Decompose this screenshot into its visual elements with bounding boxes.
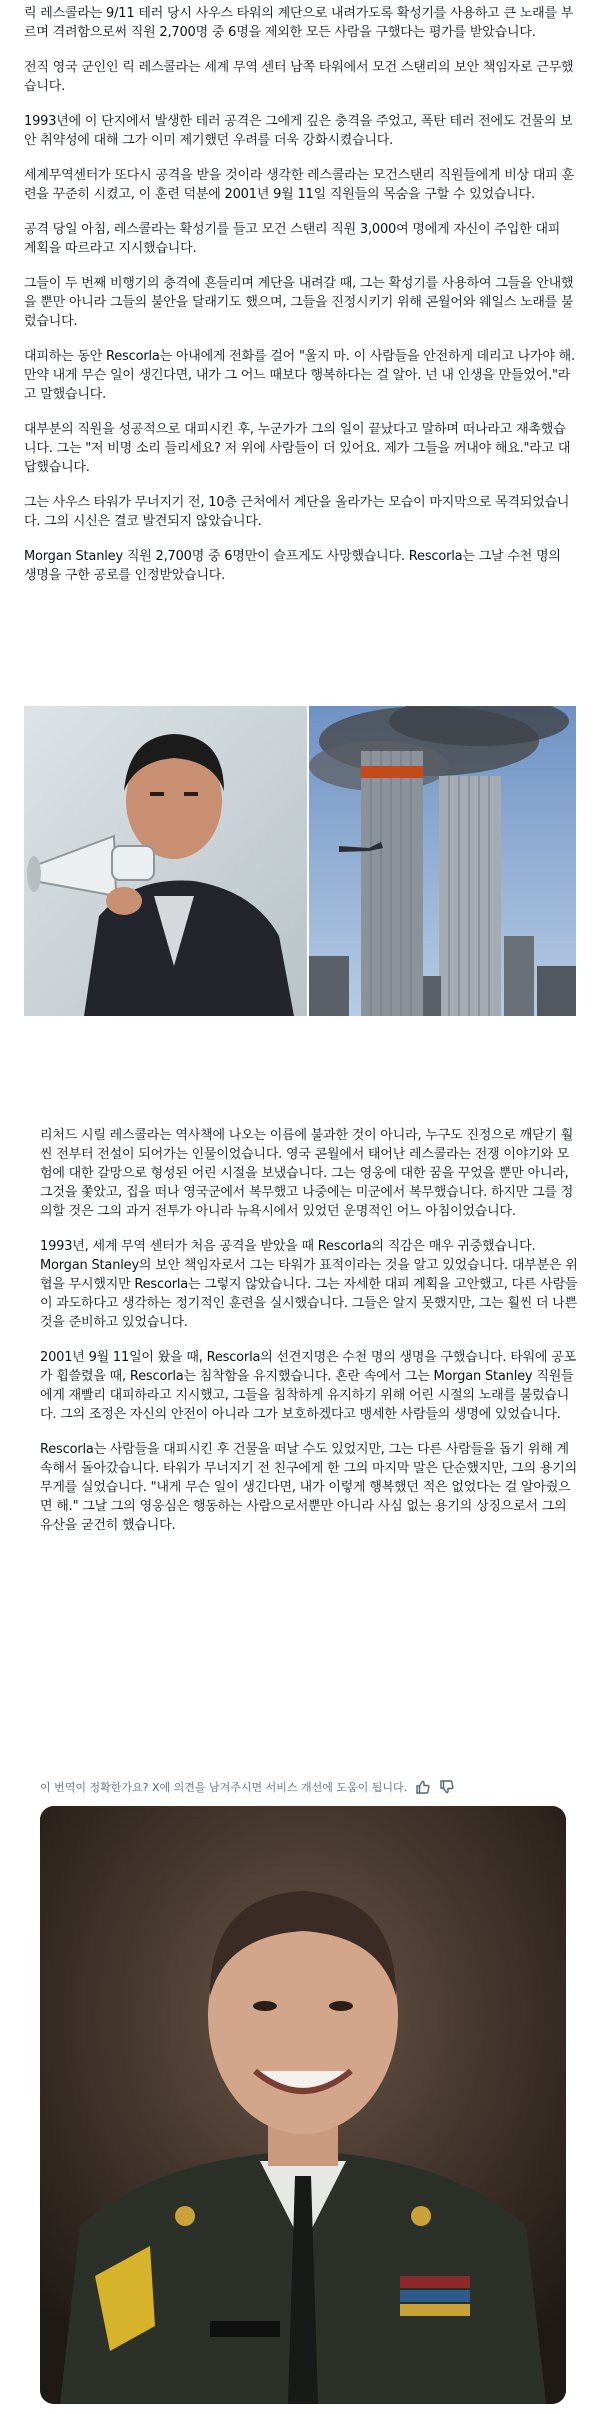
top-paragraph: 전직 영국 군인인 릭 레스콜라는 세계 무역 센터 남쪽 타워에서 모건 스탠리의 보안 책임자로 근무했습니다. xyxy=(24,60,574,94)
megaphone-man-photo[interactable] xyxy=(24,706,307,1016)
officer-portrait-photo[interactable] xyxy=(40,1806,566,2404)
bottom-paragraph: 1993년, 세계 무역 센터가 처음 공격을 받았을 때 Rescorla의 직감은 매우 귀중했습니다. Morgan Stanley의 보안 책임자로서 그는 타워가 표적이라는 것을 알고 있었습니다. 대부분은 위협을 무시했지만 Rescorla는 그렇지 않았습니다. 그는 자세한 대피 계획을 고안했고, 다른 사람들이 과도하다고 생각하는 정기적인 훈련을 실시했습니다. 그들은 알지 못했지만, 그는 훨씬 더 나쁜 것을 준비하고 있었습니다. xyxy=(40,1239,578,1330)
bottom-paragraph: 리처드 시릴 레스콜라는 역사책에 나오는 이름에 불과한 것이 아니라, 누구도 진정으로 깨닫기 훨씬 전부터 전설이 되어가는 인물이었습니다. 영국 콘월에서 태어난 레스콜라는 전쟁 이야기와 모험에 대한 갈망으로 형성된 어린 시절을 보냈습니다. 그는 영웅에 대한 꿈을 꾸었을 뿐만 아니라, 그것을 쫓았고, 집을 떠나 영국군에서 복무했고 나중에는 미군에서 복무했습니다. 하지만 그를 정의할 것은 그의 과거 전투가 아니라 뉴욕시에서 있었던 운명적인 어느 아침이었습니다. xyxy=(40,1128,574,1219)
article-bottom xyxy=(40,1126,578,1551)
top-paragraph: Morgan Stanley 직원 2,700명 중 6명만이 슬프게도 사망했습니다. Rescorla는 그날 수천 명의 생명을 구한 공로를 인정받았습니다. xyxy=(24,549,561,583)
top-paragraph: 릭 레스콜라는 9/11 테러 당시 사우스 타워의 계단으로 내려가도록 확성기를 사용하고 큰 노래를 부르며 격려함으로써 직원 2,700명 중 6명을 제외한 모든 사람을 구했다는 평가를 받았습니다. xyxy=(24,6,574,40)
thumbs-down-icon[interactable] xyxy=(439,1779,455,1795)
top-paragraph: 그들이 두 번째 비행기의 충격에 흔들리며 계단을 내려갈 때, 그는 확성기를 사용하여 그들을 안내했을 뿐만 아니라 그들의 불안을 달래기도 했으며, 그들을 진정시키기 위해 콘월어와 웨일스 노래를 불렀습니다. xyxy=(24,276,574,329)
translation-feedback xyxy=(40,1777,455,1797)
thumbs-up-icon[interactable] xyxy=(415,1779,431,1795)
photo-row xyxy=(24,706,576,1016)
top-paragraph: 대부분의 직원을 성공적으로 대피시킨 후, 누군가가 그의 일이 끝났다고 말하며 떠나라고 재촉했습니다. 그는 "저 비명 소리 들리세요? 저 위에 사람들이 더 있어요. 제가 그들을 꺼내야 해요."라고 대답했습니다. xyxy=(24,422,571,475)
top-paragraph: 1993년에 이 단지에서 발생한 테러 공격은 그에게 깊은 충격을 주었고, 폭탄 테러 전에도 건물의 보안 취약성에 대해 그가 이미 제기했던 우려를 더욱 강화시켰습니다. xyxy=(24,114,573,148)
top-paragraph: 세계무역센터가 또다시 공격을 받을 것이라 생각한 레스콜라는 모건스탠리 직원들에게 비상 대피 훈련을 꾸준히 시켰고, 이 훈련 덕분에 2001년 9월 11일 직원들의 목숨을 구할 수 있었습니다. xyxy=(24,168,574,202)
bottom-paragraph: Rescorla는 사람들을 대피시킨 후 건물을 떠날 수도 있었지만, 그는 다른 사람들을 돕기 위해 계속해서 돌아갔습니다. 타워가 무너지기 전 친구에게 한 그의 마지막 말은 단순했지만, 그의 용기의 무게를 실었습니다. "내게 무슨 일이 생긴다면, 내가 이렇게 행복했던 적은 없었다는 걸 알아줬으면 해." 그날 그의 영웅심은 행동하는 사람으로서뿐만 아니라 사심 없는 용기의 상징으로서 그의 유산을 굳건히 했습니다. xyxy=(40,1442,578,1533)
top-paragraph: 대피하는 동안 Rescorla는 아내에게 전화를 걸어 "울지 마. 이 사람들을 안전하게 데리고 나가야 해. 만약 내게 무슨 일이 생긴다면, 내가 그 어느 때보다 행복하다는 걸 알아. 넌 내 인생을 만들었어."라고 말했습니다. xyxy=(24,349,575,402)
feedback-text: 이 번역이 정확한가요? X에 의견을 남겨주시면 서비스 개선에 도움이 됩니다. xyxy=(40,1781,408,1794)
article-top xyxy=(24,4,576,601)
top-paragraph: 그는 사우스 타워가 무너지기 전, 10층 근처에서 계단을 올라가는 모습이 마지막으로 목격되었습니다. 그의 시신은 결코 발견되지 않았습니다. xyxy=(24,495,570,529)
bottom-paragraph: 2001년 9월 11일이 왔을 때, Rescorla의 선견지명은 수천 명의 생명을 구했습니다. 타워에 공포가 휩쓸렸을 때, Rescorla는 침착함을 유지했습니다. 혼란 속에서 그는 Morgan Stanley 직원들에게 재빨리 대피하라고 지시했고, 그들을 침착하게 유지하기 위해 어린 시절의 노래를 불렀습니다. 그의 조정은 자신의 안전이 아니라 그가 보호하겠다고 맹세한 사람들의 생명에 있었습니다. xyxy=(40,1350,576,1422)
top-paragraph: 공격 당일 아침, 레스콜라는 확성기를 들고 모건 스탠리 직원 3,000여 명에게 자신이 주입한 대피 계획을 따르라고 지시했습니다. xyxy=(24,222,561,256)
wtc-attack-photo[interactable] xyxy=(309,706,576,1016)
